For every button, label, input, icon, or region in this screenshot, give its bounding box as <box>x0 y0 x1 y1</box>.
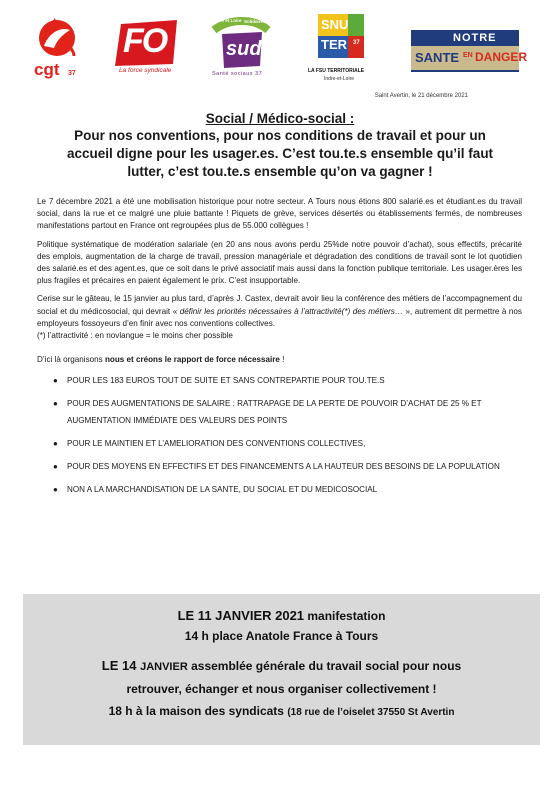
banner-venue: 18 h à la maison des syndicats <box>108 704 288 718</box>
snuter-logo-line1: SNU <box>321 17 349 32</box>
snuter-logo-sub: Indre-et-Loire <box>324 76 355 82</box>
bullet-dot-icon: ● <box>53 439 58 449</box>
banner-line-3 <box>23 658 540 673</box>
notre-sante-line1: NOTRE <box>453 32 497 44</box>
notre-sante-logo <box>411 30 528 72</box>
list-item <box>53 458 522 475</box>
call-to-action <box>37 354 522 366</box>
event-banner <box>23 594 540 745</box>
paragraph-3-footnote: (*) l’attractivité : en novlangue = le moins cher possible <box>37 331 233 341</box>
banner-line-4: retrouver, échanger et nous organiser collectivement ! <box>126 682 437 696</box>
bullet-dot-icon: ● <box>53 462 58 472</box>
logo-strip <box>0 0 560 90</box>
list-item <box>53 395 522 429</box>
notre-sante-word-danger: DANGER <box>475 50 528 64</box>
document-title <box>20 110 540 181</box>
notre-sante-word-sante: SANTE <box>415 50 460 65</box>
snuter-logo-number: 37 <box>353 40 360 46</box>
sud-logo-bottom: Santé sociaux 37 <box>212 71 263 77</box>
banner-line-1 <box>23 608 540 623</box>
cgt-logo <box>30 16 88 80</box>
document-body <box>37 196 522 504</box>
banner-event-1: manifestation <box>304 609 386 623</box>
title-line-3: lutter, c’est tou.te.s ensemble qu’on va gagner ! <box>127 164 433 179</box>
list-item-text: POUR LES 183 EUROS TOUT DE SUITE ET SANS CONTREPARTIE POUR TOU.TE.S <box>67 376 385 386</box>
list-item-text: POUR LE MAINTIEN ET L’AMELIORATION DES CONVENTIONS COLLECTIVES, <box>67 439 366 449</box>
notre-sante-word-en: EN <box>463 52 473 59</box>
bullet-dot-icon: ● <box>53 376 58 386</box>
cta-text-a: D’ici là organisons <box>37 355 105 365</box>
paragraph-3 <box>37 293 522 330</box>
sud-logo-text: sud <box>226 38 262 60</box>
sud-logo-arc-text: Indre et Loire <box>213 18 242 23</box>
banner-date-2-month: JANVIER <box>140 661 188 673</box>
list-item <box>53 372 522 389</box>
fo-logo-text: FO <box>123 22 167 60</box>
snuter-logo <box>308 14 374 88</box>
banner-line-2: 14 h place Anatole France à Tours <box>184 629 379 643</box>
cta-text-c: ! <box>279 355 285 365</box>
list-item <box>53 481 522 498</box>
title-heading: Social / Médico-social : <box>205 111 355 126</box>
list-item-text: POUR DES AUGMENTATIONS DE SALAIRE : RATTRAPAGE DE LA PERTE DE POUVOIR D’ACHAT DE 25 % ET AUGMENTATION IMMÉDIATE DES VALEURS DES POINTS <box>67 399 482 426</box>
sud-logo <box>210 16 272 82</box>
paragraph-3-text-a: Cerise sur le gâteau, le 15 janvier au plus tard, d’après J. Castex, devrait avoir lieu la conférence des métiers de l’accompagnement du social et du médicosocial, qui devrait « <box>37 294 522 316</box>
list-item <box>53 435 522 452</box>
cgt-logo-text: cgt <box>34 60 60 79</box>
paragraph-1: Le 7 décembre 2021 a été une mobilisation historique pour notre secteur. A Tours nous étions 800 salarié.es et étudiant.es du travail social, dans la rue et ce malgré une pluie battante ! Piquets de grève, services désertés ou établissements fermés, de nombreuses manifestations partout en France ont regroupées plus de 55.000 collègues ! <box>37 197 522 231</box>
banner-address: (18 rue de l’oiselet 37550 St Avertin <box>287 707 455 718</box>
demands-list <box>37 372 522 498</box>
title-line-1: Pour nos conventions, pour nos conditions de travail et pour un <box>74 128 486 143</box>
banner-date-1: LE 11 JANVIER 2021 <box>177 608 305 623</box>
banner-event-2: assemblée générale du travail social pour nous <box>187 659 462 673</box>
bullet-dot-icon: ● <box>53 485 58 495</box>
fo-logo <box>113 20 183 78</box>
paragraph-3-text-c: », autrement dit permettre à nos employeurs fossoyeurs d’en finir avec nos conventions collectives. <box>37 306 522 328</box>
banner-line-5 <box>23 704 540 718</box>
paragraph-2: Politique systématique de modération salariale (en 20 ans nous avons perdu 25%de notre pouvoir d’achat), sous effectifs, précarité des emplois, augmentation de la charge de travail, pression managériale et dégradation des conditions de travail sont le lot quotidien des salarié.es et des agent.es, que ce soit dans le privé associatif mais aussi dans la fonction publique territoriale. Les usager.ères les plus fragiles et précaires en paient également le prix. C’est insupportable. <box>37 239 522 286</box>
bullet-dot-icon: ● <box>53 399 58 409</box>
list-item-text: NON A LA MARCHANDISATION DE LA SANTE, DU SOCIAL ET DU MEDICOSOCIAL <box>67 485 378 495</box>
cta-text-bold: nous et créons le rapport de force nécessaire <box>104 355 280 365</box>
snuter-logo-tagline: LA FSU TERRITORIALE <box>308 68 365 74</box>
fo-logo-tagline: La force syndicale <box>119 67 172 74</box>
banner-date-2-prefix: LE 14 <box>101 658 141 673</box>
date-line: Saint Avertin, le 21 décembre 2021 <box>374 93 468 99</box>
snuter-logo-line2: TER <box>321 37 347 52</box>
paragraph-3-quote: définir les priorités nécessaires à l’attractivité(*) des métiers… <box>179 306 406 316</box>
cgt-logo-number: 37 <box>68 70 76 77</box>
list-item-text: POUR DES MOYENS EN EFFECTIFS ET DES FINANCEMENTS A LA HAUTEUR DES BESOINS DE LA POPULATION <box>67 462 500 472</box>
title-line-2: accueil digne pour les usager.es. C’est tou.te.s ensemble qu’il faut <box>66 146 494 161</box>
sud-logo-arc-text-2: Solidaires <box>244 19 266 24</box>
